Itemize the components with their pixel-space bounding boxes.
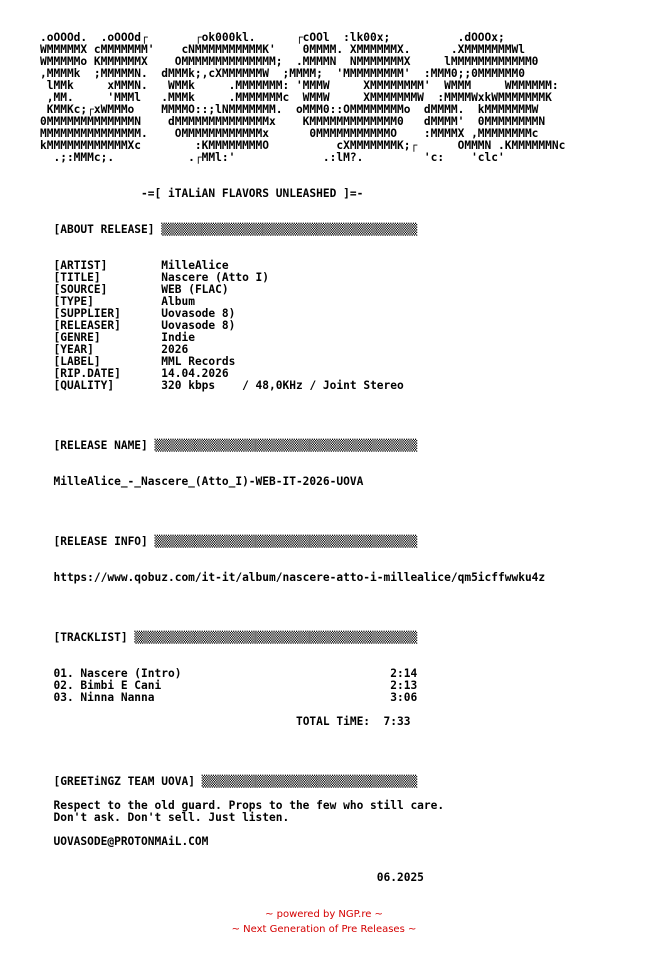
powered-by-link[interactable]: ~ powered by NGP.re ~	[265, 909, 383, 920]
about-value: Uovasode 8)	[161, 319, 236, 332]
logo-line: kMMMMMMMMMMMMXc :KMMMMMMMMO cXMMMMMMMK;┌ OMMMN .KMMMMMMNc	[40, 139, 566, 152]
logo-line: MMMMMMMMMMMMMMM. OMMMMMMMMMMMMx 0MMMMMMMMMMMO :MMMMX ,MMMMMMMMc	[40, 127, 539, 140]
spacer	[40, 548, 640, 560]
about-key: [RIP.DATE]	[53, 367, 162, 380]
tagline: -=[ iTALiAN FLAVORS UNLEASHED ]=-	[40, 187, 364, 200]
spacer	[40, 392, 640, 404]
about-key: [RELEASER]	[53, 319, 162, 332]
spacer	[40, 584, 640, 596]
about-value: 2026	[161, 343, 189, 356]
contact-email: UOVASODE@PROTONMAiL.COM	[40, 835, 209, 848]
spacer	[40, 512, 640, 524]
track-row	[40, 692, 640, 704]
release-date: 06.2025	[40, 871, 424, 884]
hatch-rule: ▒▒▒▒▒▒▒▒▒▒▒▒▒▒▒▒▒▒▒▒▒▒▒▒▒▒▒▒▒▒▒▒	[194, 775, 418, 788]
spacer	[40, 728, 640, 740]
section-greetings	[40, 776, 640, 788]
logo-line: WMMMMMo KMMMMMMX OMMMMMMMMMMMMMM; .MMMMN NMMMMMMMX lMMMMMMMMMMMM0	[40, 55, 539, 68]
spacer	[40, 500, 640, 512]
about-key: [TYPE]	[53, 295, 162, 308]
about-value: MilleAlice	[161, 259, 229, 272]
spacer	[40, 596, 640, 608]
spacer	[40, 164, 640, 176]
total-time-value: 7:33	[376, 715, 411, 728]
track-title: 02. Bimbi E Cani	[53, 679, 391, 692]
section-about-label: [ABOUT RELEASE]	[53, 223, 155, 236]
logo-line: WMMMMMX cMMMMMMM' cNMMMMMMMMMMK' 0MMMM. XMMMMMMX. .XMMMMMMMWl	[40, 43, 525, 56]
spacer	[40, 236, 640, 248]
about-value: Nascere (Atto I)	[161, 271, 270, 284]
logo-line: 0MMMMMMMMMMMMMN dMMMMMMMMMMMMMMx KMMMMMMMMMMMMM0 dMMMM' 0MMMMMMMMN	[40, 115, 546, 128]
track-time: 3:06	[390, 691, 418, 704]
section-tracklist-label: [TRACKLIST]	[53, 631, 128, 644]
about-key: [YEAR]	[53, 343, 162, 356]
section-release-name-label: [RELEASE NAME]	[53, 439, 148, 452]
spacer	[40, 200, 640, 212]
total-time-row	[40, 716, 640, 728]
track-title: 03. Ninna Nanna	[53, 691, 391, 704]
tagline-footer	[0, 922, 648, 937]
nfo-document	[40, 32, 640, 884]
about-key: [TITLE]	[53, 271, 162, 284]
release-info-url: https://www.qobuz.com/it-it/album/nascere-atto-i-millealice/qm5icffwwku4z	[40, 571, 546, 584]
about-key: [QUALITY]	[53, 379, 162, 392]
about-key: [ARTIST]	[53, 259, 162, 272]
hatch-rule: ▒▒▒▒▒▒▒▒▒▒▒▒▒▒▒▒▒▒▒▒▒▒▒▒▒▒▒▒▒▒▒▒▒▒▒▒▒▒▒	[147, 439, 418, 452]
section-release-info-label: [RELEASE INFO]	[53, 535, 148, 548]
powered-by-footer	[0, 907, 648, 922]
spacer	[40, 644, 640, 656]
section-about	[40, 224, 640, 236]
about-key: [GENRE]	[53, 331, 162, 344]
about-value: MML Records	[161, 355, 236, 368]
spacer	[40, 404, 640, 416]
section-release-info	[40, 536, 640, 548]
logo-line: lMMk xMMMN. WMMk .MMMMMMM: 'MMMW XMMMMMMMM' WMMM WMMMMMM:	[40, 79, 559, 92]
track-title: 01. Nascere (Intro)	[53, 667, 391, 680]
logo-line: KMMKc;┌xWMMMo MMMMO::;lNMMMMMMM. oMMM0::OMMMMMMMMo dMMMM. kMMMMMMMW	[40, 103, 539, 116]
about-key: [LABEL]	[53, 355, 162, 368]
spacer	[40, 608, 640, 620]
about-key: [SUPPLIER]	[53, 307, 162, 320]
hatch-rule: ▒▒▒▒▒▒▒▒▒▒▒▒▒▒▒▒▒▒▒▒▒▒▒▒▒▒▒▒▒▒▒▒▒▒▒▒▒▒	[154, 223, 418, 236]
about-value: 320 kbps / 48,0KHz / Joint Stereo	[161, 379, 404, 392]
about-value: 14.04.2026	[161, 367, 229, 380]
next-generation-text: ~ Next Generation of Pre Releases ~	[231, 924, 417, 935]
greeting-line: Respect to the old guard. Props to the few who still care.	[40, 799, 445, 812]
spacer	[40, 848, 640, 860]
section-tracklist	[40, 632, 640, 644]
total-time-label: TOTAL TiME:	[295, 715, 371, 728]
spacer	[40, 740, 640, 752]
spacer	[40, 752, 640, 764]
about-value: Album	[161, 295, 195, 308]
spacer	[40, 488, 640, 500]
about-key: [SOURCE]	[53, 283, 162, 296]
hatch-rule: ▒▒▒▒▒▒▒▒▒▒▒▒▒▒▒▒▒▒▒▒▒▒▒▒▒▒▒▒▒▒▒▒▒▒▒▒▒▒▒▒▒▒	[127, 631, 418, 644]
logo-line: .;:MMMc;. .┌MMl:' .:lM?. 'c: 'clc'	[40, 151, 505, 164]
release-name: MilleAlice_-_Nascere_(Atto_I)-WEB-IT-2026-UOVA	[40, 475, 364, 488]
logo-line: ,MM. 'MMMl .MMMk .MMMMMMMc WMMW XMMMMMMMW :MMMMWxkWMMMMMMMK	[40, 91, 552, 104]
section-greetings-label: [GREETiNGZ TEAM UOVA]	[53, 775, 195, 788]
about-value: WEB (FLAC)	[161, 283, 229, 296]
track-time: 2:14	[390, 667, 418, 680]
track-time: 2:13	[390, 679, 418, 692]
logo-line: .oOOOd. .oOOOd┌ ┌ok000kl. ┌cOOl :lk00x; .dOOOx;	[40, 31, 505, 44]
spacer	[40, 452, 640, 464]
section-release-name	[40, 440, 640, 452]
hatch-rule: ▒▒▒▒▒▒▒▒▒▒▒▒▒▒▒▒▒▒▒▒▒▒▒▒▒▒▒▒▒▒▒▒▒▒▒▒▒▒▒	[147, 535, 418, 548]
about-value: Indie	[161, 331, 195, 344]
logo-line: ,MMMMk ;MMMMMN. dMMMk;,cXMMMMMMW ;MMMM; 'MMMMMMMMM' :MMM0;;0MMMMMM0	[40, 67, 525, 80]
about-value: Uovasode 8)	[161, 307, 236, 320]
spacer	[40, 416, 640, 428]
about-row	[40, 380, 640, 392]
greeting-line: Don't ask. Don't sell. Just listen.	[40, 811, 290, 824]
